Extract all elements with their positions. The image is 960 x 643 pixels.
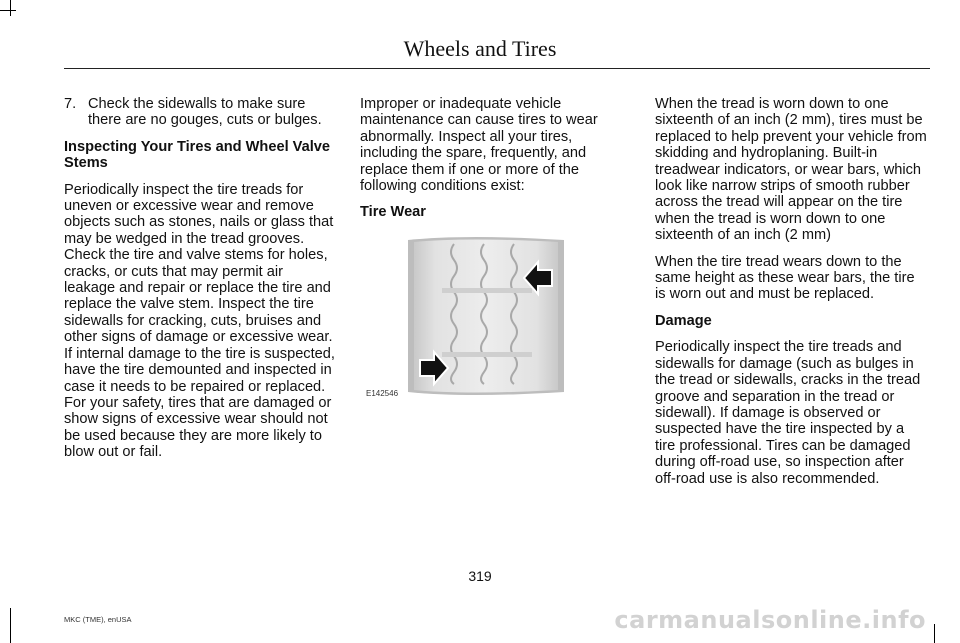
crop-mark-bottom-right-v: [934, 624, 935, 643]
column-1: [64, 96, 336, 471]
inspecting-paragraph: Periodically inspect the tire treads for uneven or excessive wear and remove objects such as stones, nails or glass that may be wedged in the tread grooves. Check the tire and valve stems for holes, cracks, or cuts that may permit air leakage and repair or replace the tire and replace the valve stem. Inspect the tire sidewalls for cracking, cuts, bruises and other signs of damage or excessive wear. If internal damage to the tire is suspected, have the tire demounted and inspected in case it needs to be repaired or replaced. For your safety, tires that are damaged or show signs of excessive wear should not be used because they are more likely to blow out or fail.: [64, 181, 335, 461]
watermark-text: carmanualsonline.info: [614, 606, 926, 634]
figure-code: E142546: [366, 389, 399, 398]
page-number: 319: [468, 568, 492, 584]
tread-worn-paragraph: When the tread is worn down to one sixteenth of an inch (2 mm), tires must be replaced to help prevent your vehicle from skidding and hydroplaning. Built-in treadwear indicators, or wear bars, which look like narrow strips of smooth rubber across the tread will appear on the tire when the tread is worn down to one sixteenth of an inch (2 mm): [655, 96, 927, 244]
list-item-7: [64, 96, 336, 129]
page-header-title: Wheels and Tires: [403, 36, 557, 61]
list-item-text: Check the sidewalls to make sure there are no gouges, cuts or bulges.: [88, 96, 322, 129]
footer-edition: MKC (TME), enUSA: [64, 615, 132, 624]
crop-mark-top-left-v: [10, 0, 11, 16]
section-heading-inspecting: Inspecting Your Tires and Wheel Valve Stems: [64, 138, 331, 172]
damage-paragraph: Periodically inspect the tire treads and sidewalls for damage (such as bulges in the tread or sidewalls, cracks in the tread groove and separation in the tread or sidewall). If damage is observed or suspected have the tire inspected by a tire professional. Tires can be damaged during off-road use, so inspection after off-road use is also recommended.: [655, 339, 921, 487]
column-2: [360, 96, 622, 231]
tire-wear-illustration: [362, 232, 572, 400]
list-number: 7.: [64, 96, 77, 112]
crop-mark-bottom-left-v: [10, 608, 11, 643]
tire-tread-image: [362, 232, 572, 400]
maintenance-paragraph: Improper or inadequate vehicle maintenance can cause tires to wear abnormally. Inspect all your tires, including the spare, frequently, and replace them if one or more of the following conditions exist:: [360, 96, 598, 195]
column-3: [655, 96, 927, 497]
wear-bar-paragraph: When the tire tread wears down to the same height as these wear bars, the tire is worn out and must be replaced.: [655, 253, 915, 303]
header-divider: [64, 68, 930, 69]
section-heading-tire-wear: Tire Wear: [360, 204, 426, 221]
section-heading-damage: Damage: [655, 312, 712, 329]
crop-mark-top-left-h: [0, 10, 16, 11]
